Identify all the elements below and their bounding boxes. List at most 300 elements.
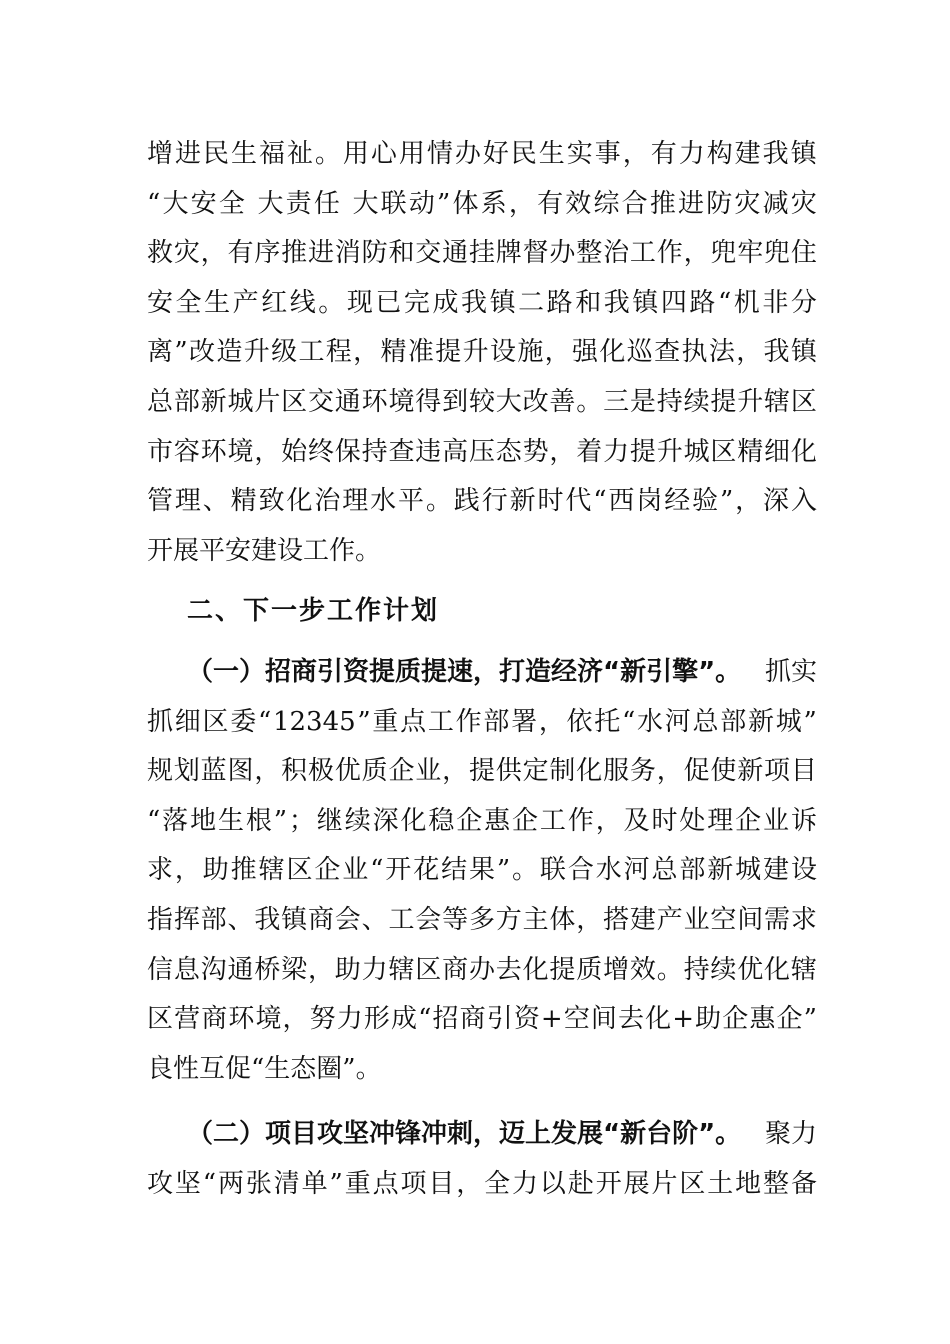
glyph: 高 [442,436,469,467]
glyph: 沟 [200,954,227,985]
glyph: ” [719,486,734,517]
glyph: 土 [707,1168,734,1199]
glyph: 工 [388,904,415,935]
glyph: 事 [594,139,621,169]
glyph: 企 [722,1004,749,1035]
glyph: 设 [489,337,516,368]
glyph: 交 [307,386,334,417]
glyph: 。 [314,139,341,169]
glyph: 容 [173,436,200,467]
glyph: 挂 [468,238,495,269]
glyph: 求 [147,855,174,886]
glyph: 生 [204,287,231,318]
text-line-first [147,1110,817,1160]
glyph: 区 [415,954,442,985]
glyph: 作 [455,706,482,737]
glyph: “ [622,706,636,737]
glyph: 态 [495,436,522,467]
glyph: 积 [281,756,308,787]
glyph: 化 [790,436,817,467]
glyph: 路 [689,287,716,318]
text-line [147,1160,817,1210]
glyph: 商 [307,904,334,935]
glyph: 环 [228,1004,255,1035]
glyph: 管 [147,486,174,517]
glyph: 查 [654,337,681,368]
paragraph-investment [147,648,817,1094]
glyph: 践 [453,486,480,517]
glyph: 市 [147,436,174,467]
glyph: “ [202,1168,217,1199]
glyph: 安 [147,287,174,318]
glyph: 好 [482,139,509,169]
glyph: 等 [442,904,469,935]
glyph: 精 [230,486,257,517]
glyph: 惠 [484,805,511,836]
glyph: 程 [325,337,352,368]
glyph: 多 [468,904,495,935]
glyph: 片 [651,1168,678,1199]
glyph: 体 [549,904,576,935]
glyph: 福 [258,139,285,169]
glyph: 提 [549,954,576,985]
glyph: 我 [762,139,789,169]
glyph: 我 [763,337,790,368]
glyph: 境 [255,1004,282,1035]
glyph: 使 [710,756,737,787]
glyph: 情 [426,139,453,169]
glyph: 细 [764,436,791,467]
glyph: 化 [286,486,313,517]
glyph: 去 [495,954,522,985]
glyph: 合 [621,188,648,219]
glyph: 增 [603,954,630,985]
glyph: 巡 [626,337,653,368]
glyph: 到 [442,386,469,417]
glyph: 用 [342,139,369,169]
text-line: 开展平安建设工作。 [147,535,382,566]
glyph: 施 [517,337,544,368]
glyph: 优 [334,756,361,787]
glyph: 水 [595,855,622,886]
glyph: ” [437,188,451,219]
glyph: 执 [681,337,708,368]
glyph: 、 [202,486,229,517]
glyph: 工 [298,337,325,368]
glyph: ， [174,855,201,886]
glyph: 建 [763,855,790,886]
glyph: 。 [576,386,603,417]
glyph: 灾 [173,238,200,269]
subsection-title: （二）项目攻坚冲锋冲刺，迈上发展“新台阶”。 [187,1119,742,1149]
glyph: 目 [790,756,817,787]
glyph: 灾 [790,188,817,219]
glyph: 增 [147,139,174,169]
glyph: 兜 [764,238,791,269]
glyph: 通 [227,954,254,985]
glyph: 区 [679,1168,706,1199]
glyph: 辖 [790,954,817,985]
glyph: 作 [656,238,683,269]
glyph: 开 [595,1168,622,1199]
text-line [147,797,817,847]
glyph: 改 [189,337,216,368]
glyph: 较 [468,386,495,417]
glyph: 城 [735,855,762,886]
glyph: 目 [428,1168,455,1199]
glyph: 部 [720,706,747,737]
glyph: 现 [346,287,373,318]
glyph: 空 [563,1004,590,1035]
glyph: 署 [511,706,538,737]
glyph: 区 [281,386,308,417]
glyph: 联 [380,188,407,219]
glyph: 代 [565,486,592,517]
glyph: 设 [790,855,817,886]
glyph: 定 [522,756,549,787]
glyph: 四 [660,287,687,318]
glyph: 成 [432,287,459,318]
glyph: 兜 [710,238,737,269]
glyph: 空 [710,904,737,935]
text-line [147,130,817,180]
glyph: 境 [388,386,415,417]
glyph: 业 [415,756,442,787]
glyph: ” [329,1168,343,1199]
glyph: 息 [173,954,200,985]
glyph: 12345 [272,706,356,737]
glyph: 持 [361,436,388,467]
glyph: 重 [372,706,399,737]
text-line [147,477,817,527]
glyph: 企 [512,805,539,836]
glyph: 红 [261,287,288,318]
glyph: 改 [522,386,549,417]
glyph: 惠 [749,1004,776,1035]
glyph: 深 [763,486,790,517]
glyph: 总 [692,706,719,737]
glyph: 镇 [632,287,659,318]
glyph: 生 [230,139,257,169]
glyph: 化 [599,337,626,368]
glyph: ， [307,954,334,985]
glyph: 化 [522,954,549,985]
text-line-first [147,648,817,698]
glyph: 提 [710,386,737,417]
glyph: 全 [218,188,245,219]
glyph: ， [353,337,380,368]
glyph: 业 [683,904,710,935]
glyph: 制 [549,756,576,787]
glyph: 产 [232,287,259,318]
glyph: 平 [398,486,425,517]
glyph: 根 [245,805,272,836]
glyph: 精 [737,436,764,467]
glyph: 化 [764,954,791,985]
glyph: ， [622,139,649,169]
glyph: 推 [230,855,257,886]
glyph: 经 [664,486,691,517]
glyph: 用 [398,139,425,169]
text-line [147,946,817,996]
glyph: 生 [217,805,244,836]
glyph: 部 [200,904,227,935]
glyph: 服 [603,756,630,787]
glyph: 化 [400,805,427,836]
glyph: 力 [512,1168,539,1199]
glyph: 点 [400,706,427,737]
glyph: “ [147,805,161,836]
glyph: 有 [227,238,254,269]
glyph: 会 [415,904,442,935]
glyph: 信 [147,954,174,985]
glyph: 治 [603,238,630,269]
text-line [147,279,817,329]
glyph: 和 [388,238,415,269]
glyph: 压 [468,436,495,467]
glyph: 任 [313,188,340,219]
glyph: 区 [202,706,229,737]
glyph: 工 [539,805,566,836]
glyph: 区 [147,1004,174,1035]
glyph: 河 [623,855,650,886]
glyph: 力 [678,139,705,169]
glyph: 得 [415,386,442,417]
glyph: 极 [307,756,334,787]
glyph: ” [273,805,288,836]
glyph: 线 [289,287,316,318]
glyph: 已 [375,287,402,318]
glyph: 诉 [790,805,817,836]
glyph: 致 [258,486,285,517]
glyph: 升 [656,436,683,467]
glyph: 和 [575,287,602,318]
glyph: 精 [380,337,407,368]
glyph: 始 [281,436,308,467]
glyph: 划 [173,756,200,787]
glyph: 花 [413,855,440,886]
glyph: 整 [763,1168,790,1199]
glyph: 升 [737,386,764,417]
glyph: 理 [707,805,734,836]
glyph: 住 [790,238,817,269]
glyph: 辖 [764,386,791,417]
glyph: 违 [415,436,442,467]
text-line [147,180,817,230]
glyph: 我 [603,287,630,318]
glyph: 进 [678,188,705,219]
glyph: ， [595,805,622,836]
glyph: 效 [629,954,656,985]
heading-text: 二、下一步工作计划 [187,596,440,626]
glyph: 牢 [737,238,764,269]
glyph: 造 [216,337,243,368]
glyph: 形 [363,1004,390,1035]
glyph: ， [200,238,227,269]
glyph: 办 [549,238,576,269]
glyph: 时 [651,805,678,836]
glyph: 展 [623,1168,650,1199]
glyph: 大 [162,188,189,219]
glyph: ， [736,337,763,368]
glyph: 着 [576,436,603,467]
text-fragment: 抓实 [764,657,817,687]
glyph: 查 [388,436,415,467]
glyph: 地 [735,1168,762,1199]
glyph: 深 [372,805,399,836]
glyph: 规 [147,756,174,787]
glyph: 总 [651,855,678,886]
glyph: 动 [408,188,435,219]
glyph: 准 [407,337,434,368]
glyph: 营 [174,1004,201,1035]
glyph: 部 [173,386,200,417]
glyph: “ [147,188,161,219]
glyph: 新 [200,386,227,417]
glyph: 委 [230,706,257,737]
glyph: 努 [309,1004,336,1035]
glyph: 机 [733,287,760,318]
glyph: 大 [352,188,379,219]
glyph: 合 [567,855,594,886]
glyph: ” [803,1004,817,1035]
glyph: 环 [200,436,227,467]
glyph: 安 [190,188,217,219]
glyph: 。 [656,954,683,985]
glyph: 区 [710,436,737,467]
glyph: 办 [454,139,481,169]
glyph: 抓 [147,706,174,737]
glyph: 新 [747,706,774,737]
glyph: 点 [372,1168,399,1199]
glyph: 助 [202,855,229,886]
glyph: 水 [370,486,397,517]
glyph: 务 [629,756,656,787]
glyph: 促 [683,756,710,787]
glyph: 防 [361,238,388,269]
text-line [147,698,817,748]
glyph: 化 [576,756,603,787]
glyph: 入 [790,486,817,517]
glyph: 督 [522,238,549,269]
text-line [147,229,817,279]
glyph: 推 [649,188,676,219]
glyph: 产 [656,904,683,935]
glyph: 商 [201,1004,228,1035]
glyph: 搭 [603,904,630,935]
glyph: ； [288,805,315,836]
glyph: 推 [281,238,308,269]
glyph: 序 [254,238,281,269]
glyph: 攻 [147,1168,174,1199]
glyph: ， [549,436,576,467]
glyph: 辖 [388,954,415,985]
glyph: 工 [427,706,454,737]
glyph: 岗 [636,486,663,517]
glyph: 时 [537,486,564,517]
glyph: 建 [734,139,761,169]
glyph: 大 [257,188,284,219]
glyph: 完 [403,287,430,318]
glyph: 构 [706,139,733,169]
glyph: 去 [618,1004,645,1035]
glyph: ” [803,706,817,737]
glyph: 托 [594,706,621,737]
glyph: ” [357,706,371,737]
glyph: 我 [461,287,488,318]
glyph: 通 [334,386,361,417]
glyph: ” [174,337,188,368]
glyph: 张 [245,1168,272,1199]
text-line [147,747,817,797]
glyph: 通 [442,238,469,269]
glyph: 民 [202,139,229,169]
glyph: ， [442,756,469,787]
glyph: 力 [361,954,388,985]
glyph: 城 [683,436,710,467]
glyph: 升 [243,337,270,368]
glyph: 持 [683,954,710,985]
text-line [147,378,817,428]
glyph: 终 [307,436,334,467]
glyph: 。 [318,287,345,318]
glyph: 交 [415,238,442,269]
glyph: 镇 [489,287,516,318]
glyph: 强 [572,337,599,368]
glyph: 进 [307,238,334,269]
subsection-title: （一）招商引资提质提速，打造经济“新引擎”。 [187,657,742,687]
glyph: 指 [147,904,174,935]
glyph: 需 [764,904,791,935]
glyph: 城 [775,706,802,737]
glyph: 非 [762,287,789,318]
glyph: 有 [537,188,564,219]
glyph: 间 [590,1004,617,1035]
glyph: “ [418,1004,432,1035]
glyph: 开 [385,855,412,886]
text-line: 良性互促“生态圈”。 [147,1053,382,1084]
glyph: 作 [567,805,594,836]
glyph: 企 [388,756,415,787]
glyph: 会 [334,904,361,935]
glyph: 两 [217,1168,244,1199]
glyph: 清 [273,1168,300,1199]
glyph: 地 [190,805,217,836]
glyph: 区 [286,855,313,886]
glyph: 行 [481,486,508,517]
glyph: 持 [656,386,683,417]
glyph: 赴 [567,1168,594,1199]
glyph: 生 [538,139,565,169]
glyph: 新 [509,486,536,517]
glyph: 路 [546,287,573,318]
glyph: 减 [762,188,789,219]
glyph: 间 [737,904,764,935]
glyph: ， [735,486,762,517]
glyph: 理 [174,486,201,517]
glyph [342,180,350,230]
glyph: 续 [683,386,710,417]
glyph: 二 [518,287,545,318]
text-line [147,995,817,1045]
glyph: 续 [344,805,371,836]
glyph: 商 [442,954,469,985]
glyph: 我 [254,904,281,935]
glyph: 有 [650,139,677,169]
glyph: ， [456,1168,483,1199]
glyph: ， [282,1004,309,1035]
glyph: 工 [629,238,656,269]
